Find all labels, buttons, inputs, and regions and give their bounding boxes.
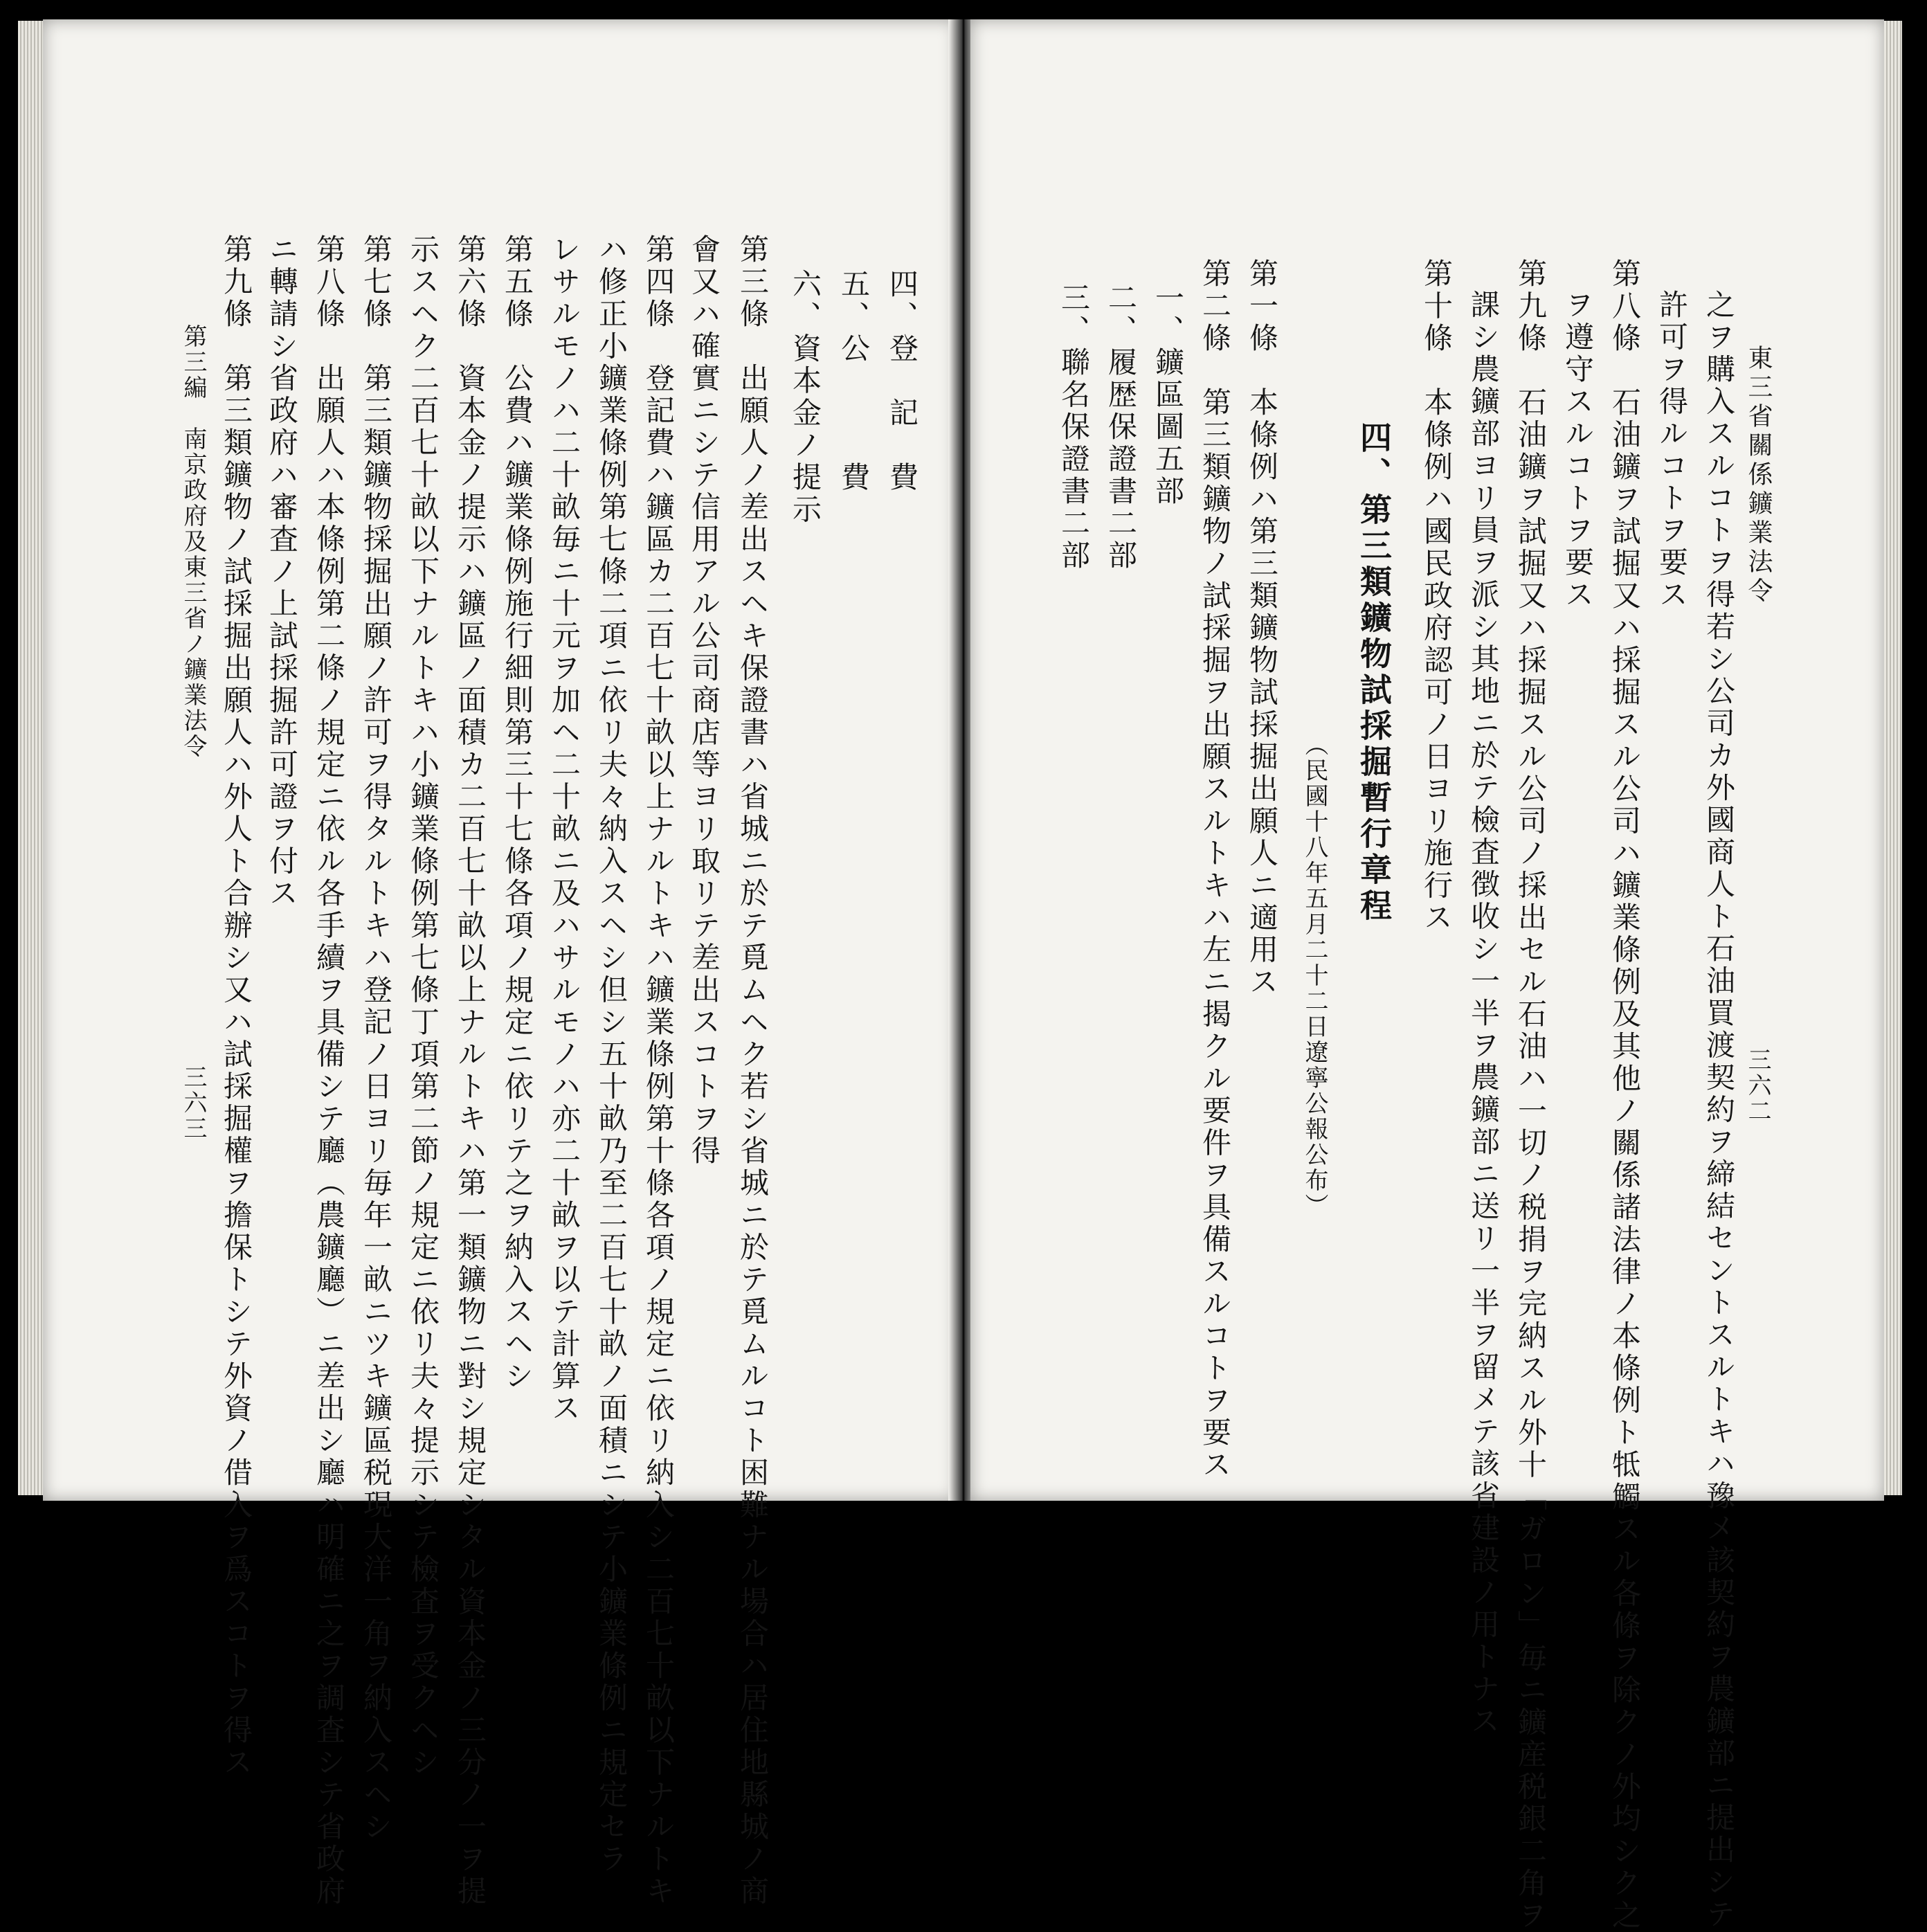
article-7: 第七條 第三類鑛物採掘出願ノ許可ヲ得タルトキハ登記ノ日ヨリ毎年一畝ニツキ鑛區税現大洋一角ヲ納入スヘシ — [359, 234, 393, 1843]
article-5: 第五條 公費ハ鑛業條例施行細則第三十七條各項ノ規定ニ依リテ之ヲ納入スヘシ — [500, 234, 534, 1393]
section-date: （民國十八年五月二十二日遼寧公報公布） — [1301, 732, 1328, 1219]
page-number: 三六二 — [1744, 1047, 1771, 1124]
public-fee-item: 五、公 費 — [837, 269, 871, 494]
requirement-item: 一、鑛區圖五部 — [1151, 282, 1185, 508]
article-1: 第一條 本條例ハ第三類鑛物試採掘出願人ニ適用ス — [1245, 258, 1279, 999]
article-10: 第十條 本條例ハ國民政府認可ノ日ヨリ施行ス — [1420, 258, 1454, 935]
registration-fee-item: 四、登 記 費 — [885, 269, 919, 494]
capital-display-item: 六、資本金ノ提示 — [788, 269, 822, 526]
article-8-continued: ニ轉請シ省政府ハ審査ノ上試採掘許可證ヲ付ス — [265, 234, 299, 910]
article-8-continued: ヲ遵守スルコトヲ要ス — [1561, 289, 1595, 611]
requirement-item: 二、履歴保證書二部 — [1104, 282, 1138, 572]
page-footer: 第三編 南京政府及東三省ノ鑛業法令 — [179, 324, 207, 759]
page-number: 三六三 — [179, 1065, 207, 1141]
article-4-continued-1: ハ修正小鑛業條例第七條二項ニ依リ夫々納入スヘシ但シ五十畝乃至二百七十畝ノ面積ニシテ小鑛業條例ニ規定セラ — [595, 234, 628, 1876]
text-line: 之ヲ購入スルコトヲ得若シ公司カ外國商人ト石油買渡契約ヲ締結セントスルトキハ豫メ該契約ヲ農鑛部ニ提出シテ — [1702, 289, 1736, 1931]
article-4-continued-2: レサルモノハ二十畝毎ニ十元ヲ加ヘ二十畝ニ及ハサルモノハ亦二十畝ヲ以テ計算ス — [548, 234, 581, 1425]
section-heading: 四、第三類鑛物試採掘暫行章程 — [1355, 421, 1393, 925]
left-page — [43, 19, 957, 1908]
article-3: 第三條 出願人ノ差出スヘキ保證書ハ省城ニ於テ覓ムヘク若シ省城ニ於テ覓ムルコト困難ナル場合ハ居住地縣城ノ商 — [736, 234, 770, 1908]
article-9: 第九條 石油鑛ヲ試掘又ハ採掘スル公司ノ採出セル石油ハ一切ノ税捐ヲ完納スル外十「ガロン」毎ニ鑛産税銀二角ヲ — [1514, 258, 1548, 1932]
left-page-edge — [18, 21, 43, 1495]
text-line: 許可ヲ得ルコトヲ要ス — [1655, 289, 1689, 611]
running-title: 東三省關係鑛業法令 — [1744, 345, 1773, 606]
article-6-continued: 示スヘク二百七十畝以下ナルトキハ小鑛業條例第七條丁項第二節ノ規定ニ依リ夫々提示シテ檢査ヲ受クヘシ — [406, 234, 440, 1779]
article-9: 第九條 第三類鑛物ノ試採掘出願人ハ外人ト合辦シ又ハ試採掘權ヲ擔保トシテ外資ノ借入ヲ爲スコトヲ得ス — [219, 234, 253, 1779]
right-page — [970, 19, 1884, 1932]
article-9-continued: 課シ農鑛部ヨリ員ヲ派シ其地ニ於テ檢査徴收シ一半ヲ農鑛部ニ送リ一半ヲ留メテ該省建設ノ用トナス — [1467, 289, 1501, 1738]
article-8: 第八條 石油鑛ヲ試掘又ハ採掘スル公司ハ鑛業條例及其他ノ關係諸法律ノ本條例ト牴觸スル各條ヲ除クノ外均シク之 — [1608, 258, 1642, 1932]
requirement-item: 三、聯名保證書二部 — [1057, 282, 1091, 572]
article-8: 第八條 出願人ハ本條例第二條ノ規定ニ依ル各手續ヲ具備シテ廳（農鑛廳）ニ差出シ廳ハ明確ニ之ヲ調査シテ省政府 — [312, 234, 346, 1908]
article-2: 第二條 第三類鑛物ノ試採掘ヲ出願スルトキハ左ニ揭クル要件ヲ具備スルコトヲ要ス — [1198, 258, 1232, 1481]
article-3-continued: 會又ハ確實ニシテ信用アル公司商店等ヨリ取リテ差出スコトヲ得 — [687, 234, 721, 1168]
article-4: 第四條 登記費ハ鑛區カ二百七十畝以上ナルトキハ鑛業條例第十條各項ノ規定ニ依リ納入シ二百七十畝以下ナルトキ — [642, 234, 676, 1908]
article-6: 第六條 資本金ノ提示ハ鑛區ノ面積カ二百七十畝以上ナルトキハ第一類鑛物ニ對シ規定シタル資本金ノ三分ノ一ヲ提 — [453, 234, 487, 1908]
